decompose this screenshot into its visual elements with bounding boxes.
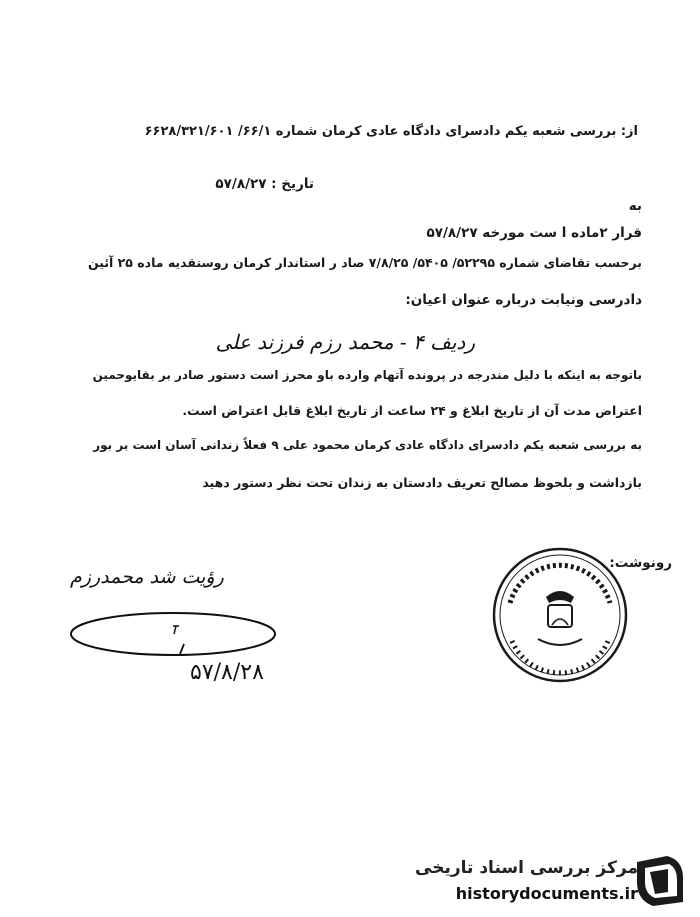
footer-brand-name: مرکز بررسی اسناد تاریخی [415,858,638,878]
letter-body-line-2: دادرسی ونیابت درباره عنوان اعیان: [405,292,642,308]
handwritten-name: ردیف ۴ - محمد رزم فرزند علی [215,330,475,354]
handwritten-number: ۵۷/۸/۲۸ [190,660,264,685]
history-documents-logo-icon [631,852,689,910]
oval-signature-mark [68,610,278,660]
official-seal-stamp [490,545,630,685]
letter-body-line-3: باتوجه به اینکه با دلیل مندرجه در پرونده آتهام وارده باو محرز است دستور صادر بر بقایوحمین [92,368,642,382]
letter-body-line-6: بازداشت و بلحوظ مصالح تعریف دادستان به زندان تحت نظر دستور دهید [202,475,642,490]
letter-date: تاریخ : ۵۷/۸/۲۷ [215,176,314,192]
letter-header-from-number: از: بررسی شعبه یکم دادسرای دادگاه عادی کرمان شماره ۶۶/۱/ ۶۶۲۸/۳۲۱/۶۰۱ [144,124,638,139]
letter-body-line-5: به بررسی شعبه یکم دادسرای دادگاه عادی کرمان محمود علی ۹ فعلاً زندانی آسان است بر بور [93,438,642,452]
letter-to-label: به [628,198,642,214]
letter-body-line-4: اعتراض مدت آن از تاریخ ابلاغ و ۲۴ ساعت از تاریخ ابلاغ قابل اعتراض است. [182,403,642,418]
copy-note-label: رونوشت: [609,555,672,571]
handwritten-note: رؤیت شد محمدرزم [70,566,224,588]
footer-brand-url[interactable]: historydocuments.ir [455,884,638,903]
letter-subject: قرار ۲ماده ا ست مورخه ۵۷/۸/۲۷ [426,225,642,241]
letter-body-line-1: برحسب تقاضای شماره ۵۲۲۹۵/ ۵۴۰۵/ ۷/۸/۲۵ صاد ر استاندار کرمان روستقدیه ماده ۲۵ آئین [87,255,642,270]
